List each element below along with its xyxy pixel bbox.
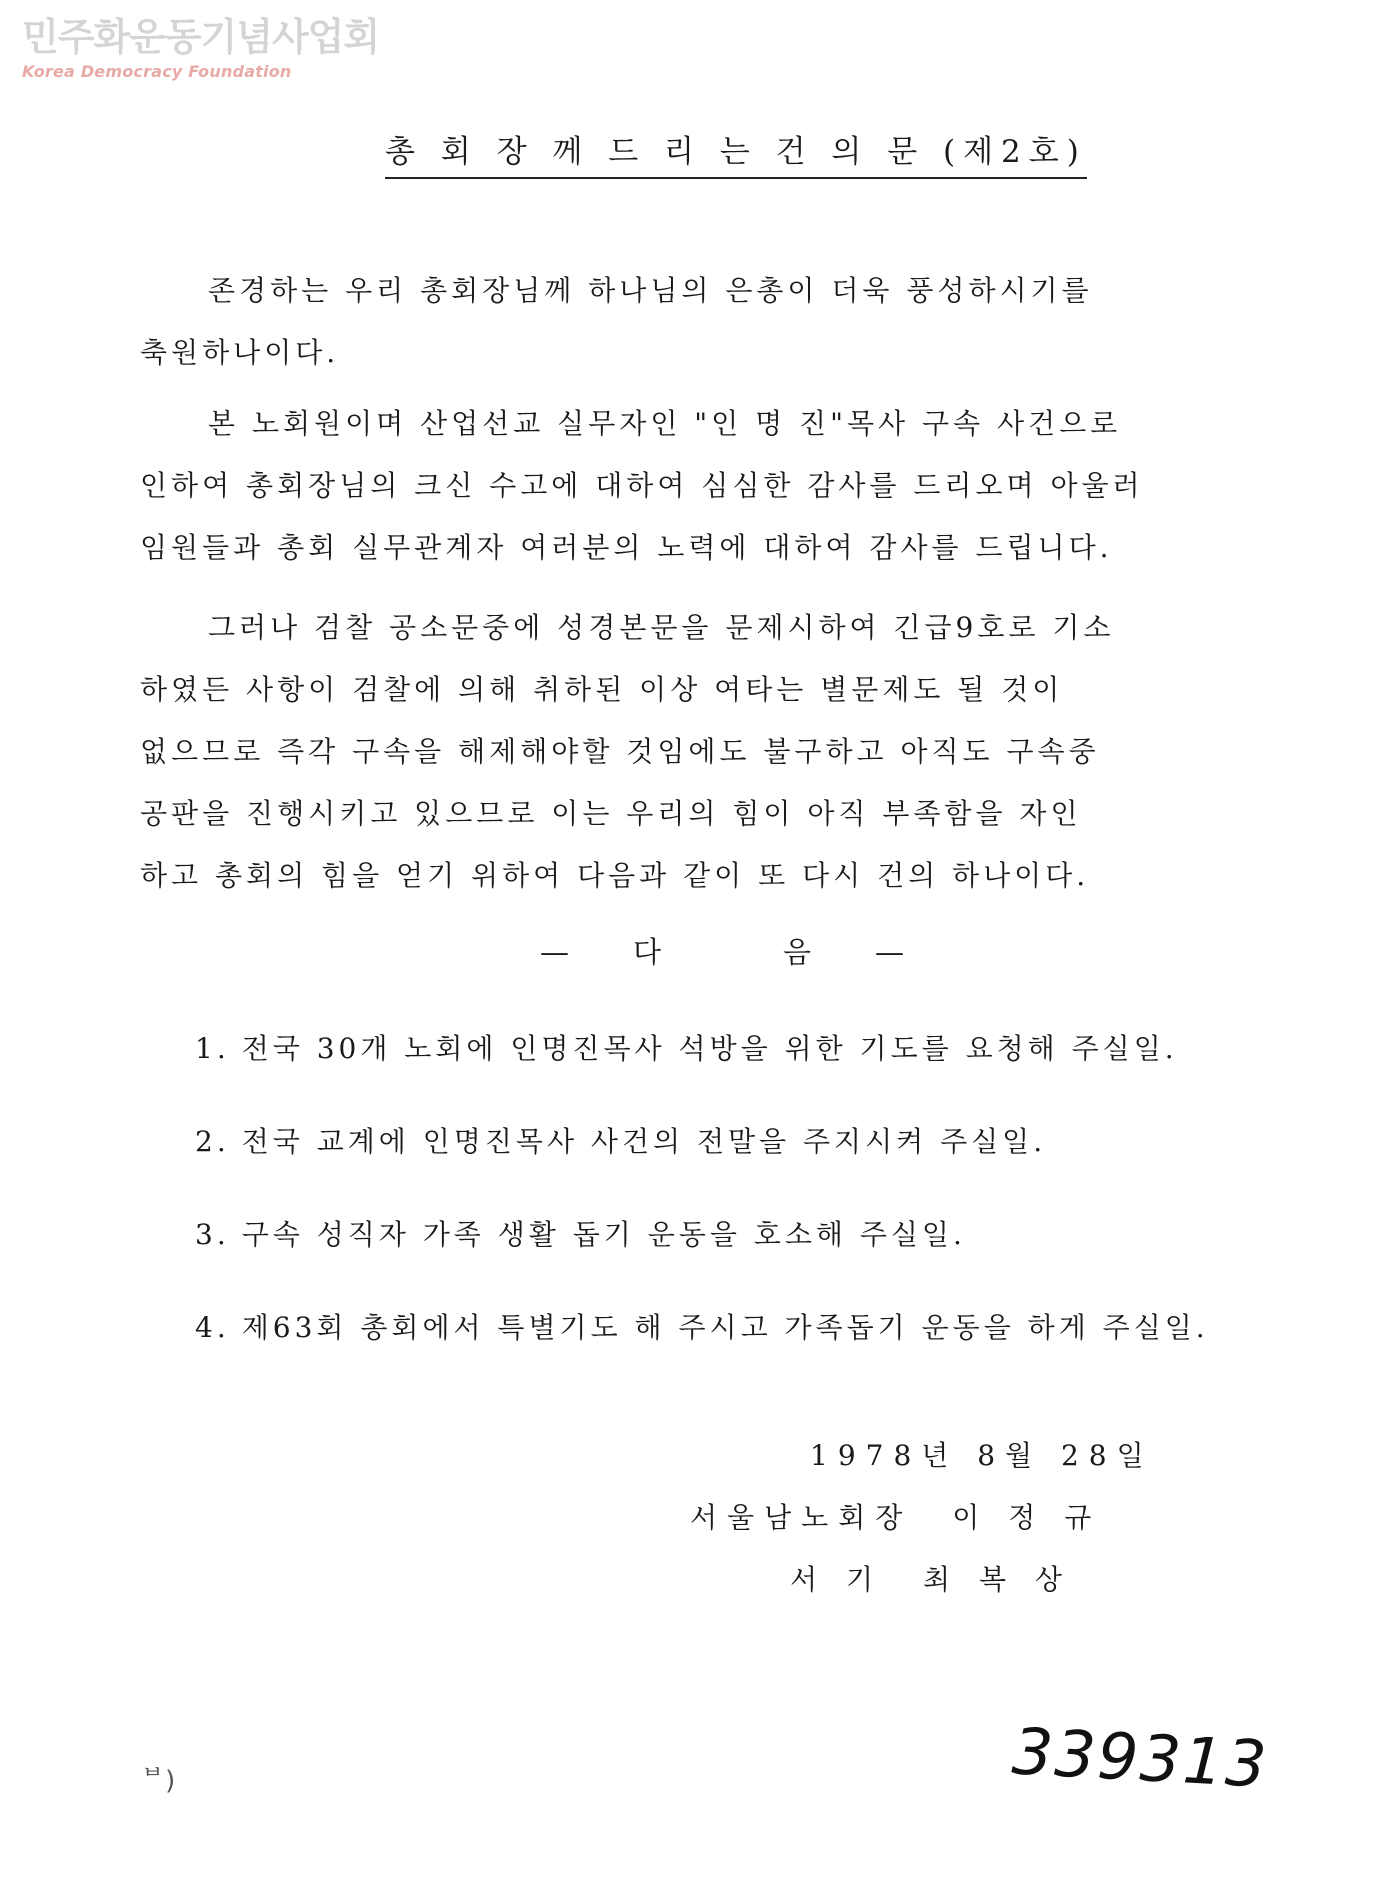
item-number: 2. [195,1125,230,1158]
next-heading [540,930,910,971]
watermark [22,15,380,81]
paragraph-greeting [140,260,1200,384]
request-list [195,1018,1275,1390]
paragraph-line: 인하여 총회장님의 크신 수고에 대하여 심심한 감사를 드리오며 아울러 [140,469,1144,502]
paragraph-line: 존경하는 우리 총회장님께 하나님의 은총이 더욱 풍성하시기를 [208,274,1093,307]
item-text: 제63회 총회에서 특별기도 해 주시고 가족돕기 운동을 하게 주실일. [241,1311,1209,1344]
heading-dash-left: — [540,935,575,969]
list-item [195,1204,1275,1297]
heading-dash-right: — [875,935,911,969]
item-number: 3. [195,1218,230,1251]
item-text: 전국 교계에 인명진목사 사건의 전말을 주지시켜 주실일. [241,1125,1047,1158]
signature-president-line [690,1487,1154,1549]
heading-word-1: 다 [633,935,668,969]
president-name: 이 정 규 [952,1501,1102,1534]
signature-block [690,1425,1154,1611]
handwritten-number: 339313 [1010,1715,1271,1803]
paragraph-line: 없으므로 즉각 구속을 해제해야할 것임에도 불구하고 아직도 구속중 [140,735,1100,768]
margin-mark: ᄇ) [140,1766,176,1796]
watermark-korean: 민주화운동기념사업회 [22,15,380,59]
item-text: 전국 30개 노회에 인명진목사 석방을 위한 기도를 요청해 주실일. [241,1032,1178,1065]
list-item [195,1111,1275,1204]
watermark-english: Korea Democracy Foundation [22,62,292,81]
paragraph-line: 축원하나이다. [140,336,340,369]
paragraph-line: 공판을 진행시키고 있으므로 이는 우리의 힘이 아직 부족함을 자인 [140,797,1082,830]
item-number: 1. [195,1032,230,1065]
secretary-name: 최 복 상 [923,1563,1072,1596]
paragraph-line: 본 노회원이며 산업선교 실무자인 "인 명 진"목사 구속 사건으로 [208,407,1122,440]
paragraph-line: 임원들과 총회 실무관계자 여러분의 노력에 대하여 감사를 드립니다. [140,531,1113,564]
list-item [195,1018,1275,1111]
item-text: 구속 성직자 가족 생활 돕기 운동을 호소해 주실일. [241,1218,966,1251]
heading-word-2: 음 [783,935,818,969]
signature-secretary-line [690,1549,1154,1611]
item-number: 4. [195,1311,230,1344]
secretary-title: 서 기 [790,1563,883,1596]
paragraph-line: 그러나 검찰 공소문중에 성경본문을 문제시하여 긴급9호로 기소 [208,611,1115,644]
paragraph-request [140,597,1200,907]
paragraph-line: 하고 총회의 힘을 얻기 위하여 다음과 같이 또 다시 건의 하나이다. [140,859,1090,892]
signature-date: 1978년 8월 28일 [810,1439,1154,1472]
document-title: 총 회 장 께 드 리 는 건 의 문 (제2호) [385,126,1087,179]
list-item [195,1297,1275,1390]
paragraph-line: 하였든 사항이 검찰에 의해 취하된 이상 여타는 별문제도 될 것이 [140,673,1064,706]
paragraph-thanks [140,393,1200,579]
presbytery-title: 서울남노회장 [690,1501,913,1534]
